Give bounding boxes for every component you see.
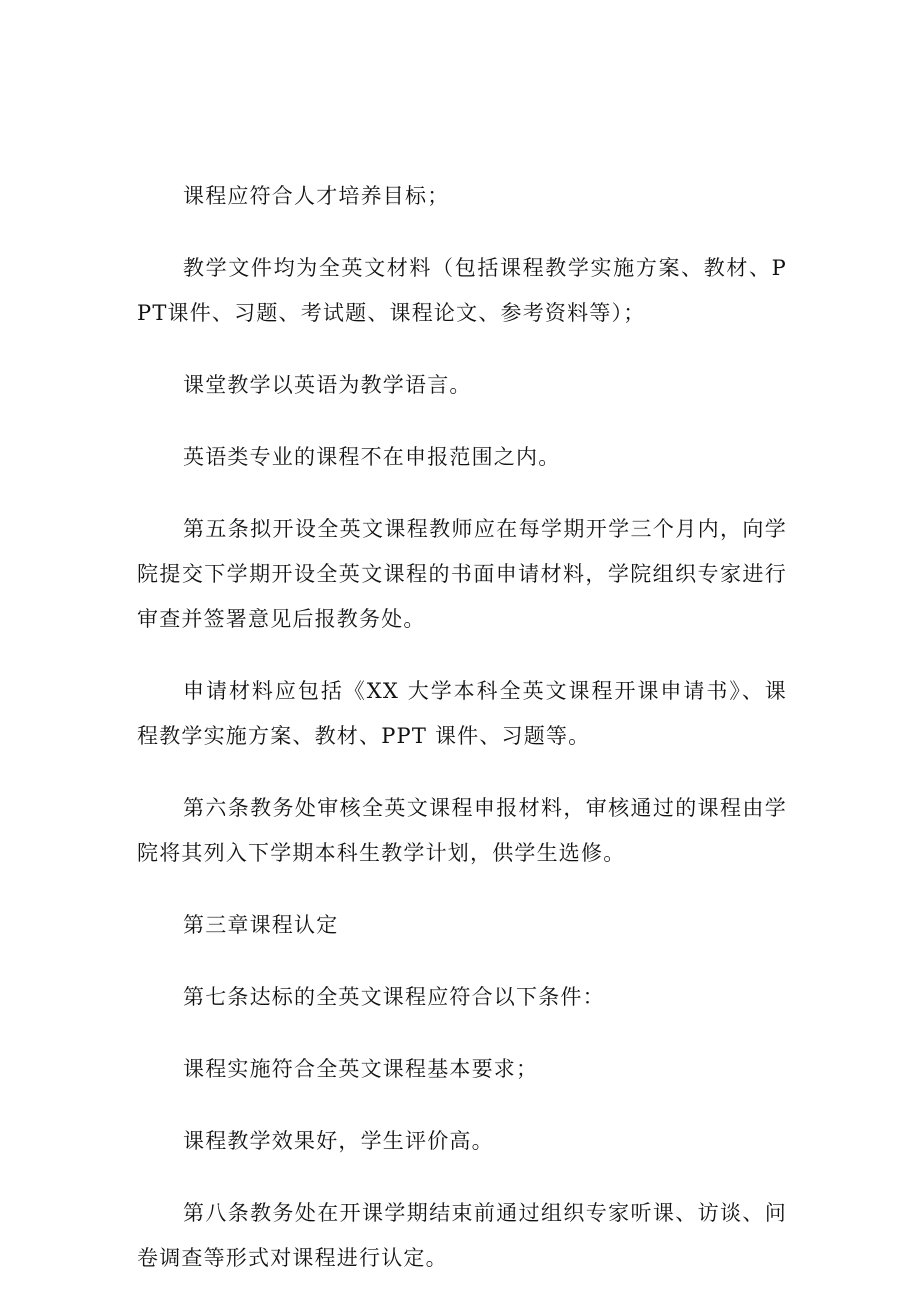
paragraph-4: 英语类专业的课程不在申报范围之内。 [183, 445, 561, 469]
document-body [137, 174, 787, 1308]
paragraph-3: 课堂教学以英语为教学语言。 [183, 373, 472, 397]
paragraph-7: 第六条教务处审核全英文课程申报材料，审核通过的课程由学院将其列入下学期本科生教学计划，供学生选修。 [137, 796, 787, 865]
paragraph-1: 课程应符合人才培养目标； [183, 184, 450, 208]
paragraph-5: 第五条拟开设全英文课程教师应在每学期开学三个月内，向学院提交下学期开设全英文课程的书面申请材料，学院组织专家进行审查并签署意见后报教务处。 [137, 517, 787, 631]
paragraph-9: 第七条达标的全英文课程应符合以下条件： [183, 985, 605, 1009]
chapter-heading: 第三章课程认定 [183, 913, 339, 937]
paragraph-12: 第八条教务处在开课学期结束前通过组织专家听课、访谈、问卷调查等形式对课程进行认定。 [137, 1201, 787, 1270]
paragraph-6: 申请材料应包括《XX 大学本科全英文课程开课申请书》、课程教学实施方案、教材、PPT 课件、习题等。 [137, 679, 787, 748]
paragraph-2: 教学文件均为全英文材料（包括课程教学实施方案、教材、PPT课件、习题、考试题、课程论文、参考资料等）； [137, 256, 787, 325]
paragraph-10: 课程实施符合全英文课程基本要求； [183, 1057, 539, 1081]
paragraph-11: 课程教学效果好，学生评价高。 [183, 1129, 494, 1153]
